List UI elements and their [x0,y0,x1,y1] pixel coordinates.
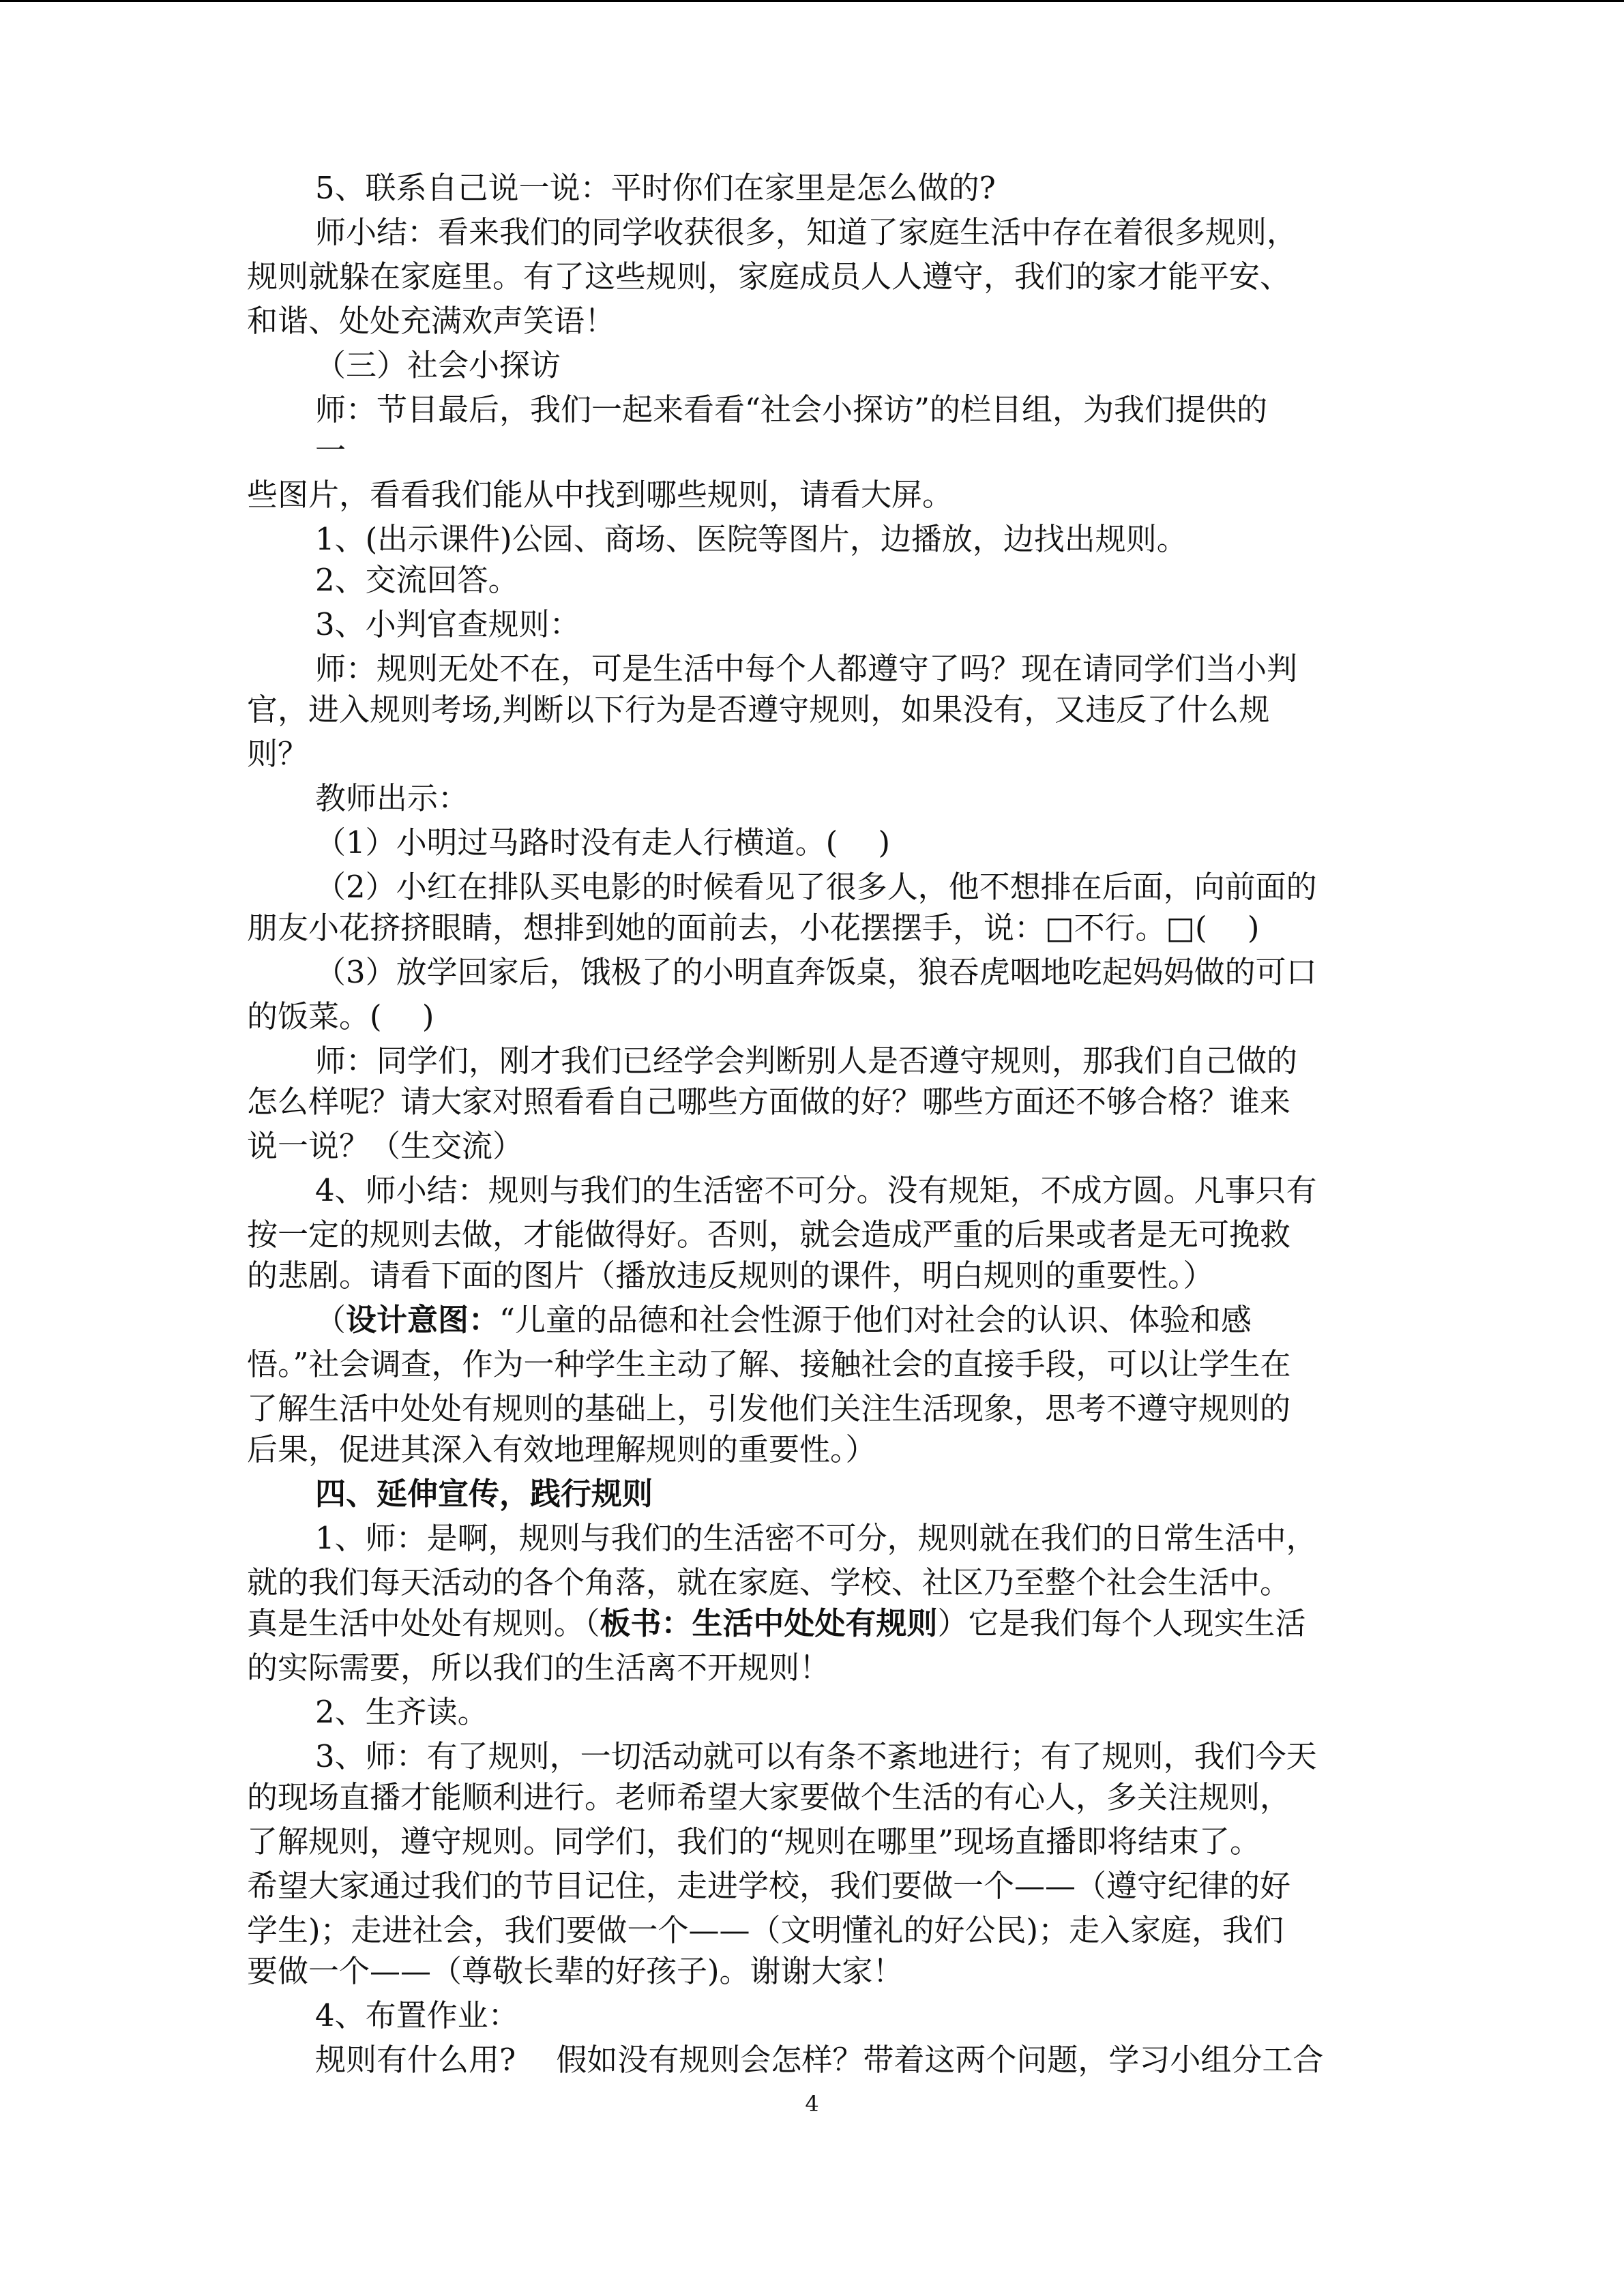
text-line [247,1602,1306,1645]
text-line [247,1865,1290,1907]
text-run: 4、布置作业： [315,1997,519,2033]
text-run: 规则有什么用? 假如没有规则会怎样？带着这两个问题，学习小组分工合 [315,2042,1324,2078]
text-run: 要做一个——（尊敬长辈的好孩子)。谢谢大家！ [247,1953,904,1989]
text-line [315,951,1317,994]
text-run: 2、交流回答。 [315,562,519,598]
text-line [247,1821,1260,1863]
text-run: 3、小判官查规则： [315,606,580,642]
text-line [247,689,1269,731]
text-line [247,1562,1290,1604]
text-run: 师：节目最后，我们一起来看看“社会小探访”的栏目组，为我们提供的 [315,391,1268,428]
text-run: 的实际需要，所以我们的生活离不开规则！ [247,1650,831,1686]
text-line [315,559,519,601]
text-run: 后果，促进其深入有效地理解规则的重要性。） [247,1431,876,1467]
text-run: （3）放学回家后，饿极了的小明直奔饭桌，狼吞虎咽地吃起妈妈做的可口 [315,954,1317,990]
text-run: 悟。”社会调查，作为一种学生主动了解、接触社会的直接手段，可以让学生在 [247,1346,1291,1382]
text-run: 希望大家通过我们的节目记住，走进学校，我们要做一个——（遵守纪律的好 [247,1868,1291,1904]
text-run: 和谐、处处充满欢声笑语！ [247,303,616,339]
text-line [315,389,1267,431]
text-line [315,1299,1252,1341]
text-line [247,300,615,342]
text-run: 2、生齐读。 [315,1694,488,1730]
text-line [247,474,953,516]
text-line [315,2039,1323,2081]
text-run: 的悲剧。请看下面的图片（播放违反规则的课件，明白规则的重要性。） [247,1257,1214,1294]
text-run: 官，进入规则考场,判断以下行为是否遵守规则，如果没有，又违反了什么规 [247,691,1270,728]
text-run: 师：规则无处不在，可是生活中每个人都遵守了吗？现在请同学们当小判 [315,651,1298,687]
text-line [247,1125,523,1167]
text-line [247,1214,1290,1256]
text-line [247,1388,1290,1430]
bold-text: 四、延伸宣传，践行规则 [315,1476,653,1512]
text-run: （1）小明过马路时没有走人行横道。( ) [315,824,891,861]
text-line [247,256,1290,298]
text-run: 3、师：有了规则，一切活动就可以有条不紊地进行；有了规则，我们今天 [315,1738,1317,1774]
text-line [247,1776,1290,1819]
text-line [315,1517,1317,1560]
text-line [315,603,580,646]
text-line [247,1255,1214,1297]
text-run: 一 [315,432,346,468]
text-run: 师：同学们，刚才我们已经学会判断别人是否遵守规则，那我们自己做的 [315,1043,1298,1079]
text-run: 朋友小花挤挤眼睛，想排到她的面前去，小花摆摆手，说：□不行。□( ) [247,910,1260,946]
text-run: 真是生活中处处有规则。（ [247,1605,600,1641]
text-line [247,996,434,1038]
bold-text: 板书：生活中处处有规则 [600,1605,938,1641]
text-run: 教师出示： [315,780,469,816]
text-line [315,167,996,209]
text-run: 规则就躲在家庭里。有了这些规则，家庭成员人人遵守，我们的家才能平安、 [247,258,1291,295]
text-line [247,733,308,775]
text-run: 怎么样呢？请大家对照看看自己哪些方面做的好？哪些方面还不够合格？谁来 [247,1084,1291,1120]
text-run: 些图片，看看我们能从中找到哪些规则，请看大屏。 [247,477,954,513]
text-line [247,1909,1284,1952]
text-run: 1、师：是啊，规则与我们的生活密不可分，规则就在我们的日常生活中， [315,1520,1317,1556]
text-line [315,1169,1317,1212]
text-line [315,430,346,472]
text-line [247,907,1259,949]
text-line [247,1081,1290,1123]
text-line [315,822,890,864]
text-run: （ [315,1302,346,1338]
text-line [315,866,1317,908]
text-run: 就的我们每天活动的各个角落，就在家庭、学校、社区乃至整个社会生活中。 [247,1564,1291,1600]
text-line [315,1995,519,2037]
text-line [315,518,1187,561]
text-line [315,777,469,820]
text-run: 按一定的规则去做，才能做得好。否则，就会造成严重的后果或者是无可挽救 [247,1217,1291,1253]
text-run: 师小结：看来我们的同学收获很多，知道了家庭生活中存在着很多规则， [315,214,1298,250]
text-line [315,211,1297,254]
text-line [315,1691,488,1733]
page-number: 4 [805,2091,819,2117]
text-line [315,648,1297,690]
text-line [315,1735,1317,1778]
text-run: 的现场直播才能顺利进行。老师希望大家要做个生活的有心人，多关注规则， [247,1779,1291,1815]
text-run: 了解规则，遵守规则。同学们，我们的“规则在哪里”现场直播即将结束了。 [247,1823,1261,1860]
text-run: （2）小红在排队买电影的时候看见了很多人，他不想排在后面，向前面的 [315,869,1317,905]
text-run: 5、联系自己说一说：平时你们在家里是怎么做的? [315,170,996,206]
bold-text: 设计意图： [346,1302,500,1338]
text-run: 了解生活中处处有规则的基础上，引发他们关注生活现象，思考不遵守规则的 [247,1390,1291,1427]
text-run: 1、(出示课件)公园、商场、医院等图片，边播放，边找出规则。 [315,521,1187,557]
text-line [247,1950,904,1993]
text-run: 学生)；走进社会，我们要做一个——（文明懂礼的好公民)；走入家庭，我们 [247,1912,1284,1948]
text-line [247,1647,830,1689]
text-run: ）它是我们每个人现实生活 [937,1605,1306,1641]
text-run: 则？ [247,736,309,772]
text-run: （三）社会小探访 [315,347,561,383]
text-run: 的饭菜。( ) [247,998,434,1034]
text-line [315,1473,653,1515]
text-line [247,1429,876,1471]
text-run: 说一说？（生交流） [247,1128,524,1164]
text-run: 4、师小结：规则与我们的生活密不可分。没有规矩，不成方圆。凡事只有 [315,1172,1317,1208]
text-run: “儿童的品德和社会性源于他们对社会的认识、体验和感 [499,1302,1252,1338]
text-line [315,344,561,387]
text-line [315,1040,1297,1082]
text-line [247,1343,1291,1386]
page-top-border [0,0,1624,2]
